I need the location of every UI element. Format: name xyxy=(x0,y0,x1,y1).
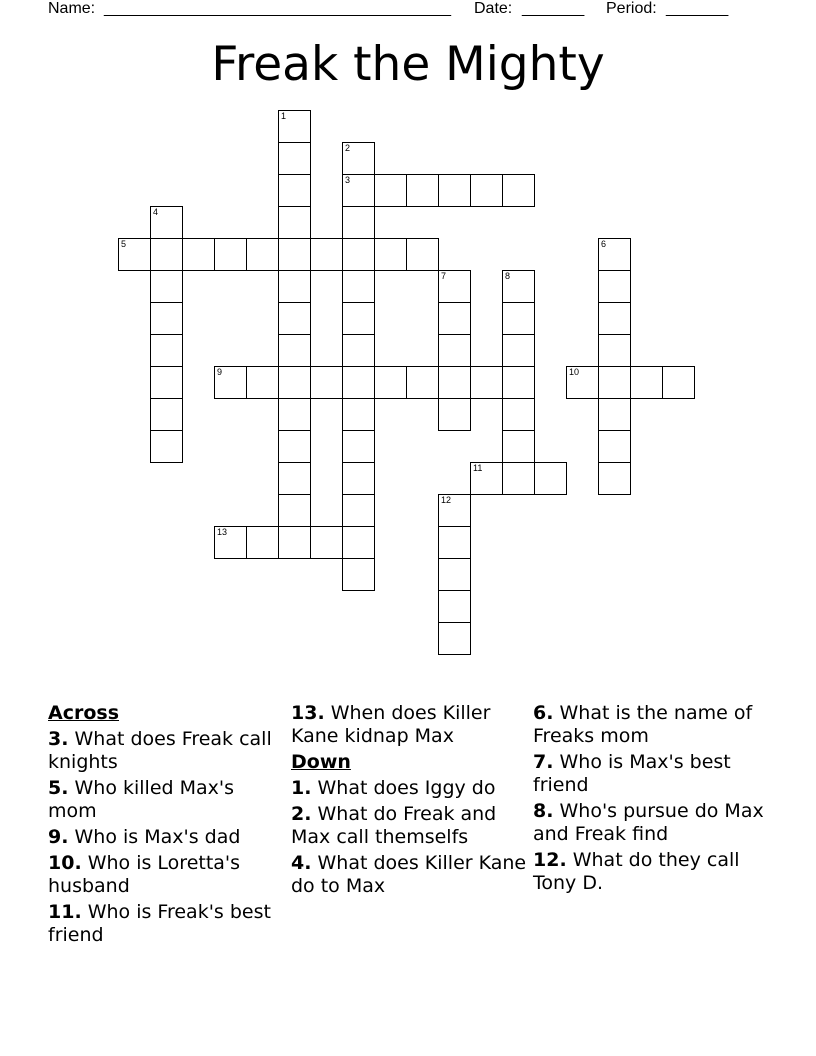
grid-cell[interactable] xyxy=(182,238,215,271)
clue-down-8: 8. Who's pursue do Max and Freak find xyxy=(533,800,764,845)
clue-number: 7 xyxy=(441,271,447,281)
clue-down-6: 6. What is the name of Freaks mom xyxy=(533,702,753,747)
grid-cell[interactable] xyxy=(278,238,311,271)
grid-cell[interactable] xyxy=(406,366,439,399)
grid-cell[interactable] xyxy=(438,334,471,367)
grid-cell[interactable] xyxy=(246,238,279,271)
grid-cell[interactable] xyxy=(374,174,407,207)
grid-cell[interactable] xyxy=(470,174,503,207)
grid-cell[interactable] xyxy=(502,462,535,495)
grid-cell[interactable] xyxy=(278,430,311,463)
grid-cell[interactable] xyxy=(278,462,311,495)
clue-number: 12 xyxy=(441,495,452,505)
grid-cell[interactable] xyxy=(150,206,183,239)
clue-number: 8 xyxy=(505,271,511,281)
grid-cell[interactable] xyxy=(278,142,311,175)
grid-cell[interactable] xyxy=(310,238,343,271)
clue-across-11: 11. Who is Freak's best friend xyxy=(48,901,271,946)
grid-cell[interactable] xyxy=(598,462,631,495)
grid-cell[interactable] xyxy=(150,366,183,399)
grid-cell[interactable] xyxy=(150,430,183,463)
grid-cell[interactable] xyxy=(342,206,375,239)
grid-cell[interactable] xyxy=(342,398,375,431)
grid-cell[interactable] xyxy=(598,398,631,431)
clue-across-9: 9. Who is Max's dad xyxy=(48,826,241,848)
grid-cell[interactable] xyxy=(502,302,535,335)
clue-across-13: 13. When does Killer Kane kidnap Max xyxy=(291,702,491,747)
period-label: Period: xyxy=(606,0,657,17)
grid-cell[interactable] xyxy=(534,462,567,495)
clue-across-5: 5. Who killed Max's mom xyxy=(48,777,235,822)
grid-cell[interactable] xyxy=(310,526,343,559)
grid-cell[interactable] xyxy=(438,270,471,303)
clue-down-7: 7. Who is Max's best friend xyxy=(533,751,731,796)
grid-cell[interactable] xyxy=(374,366,407,399)
grid-cell[interactable] xyxy=(406,238,439,271)
grid-cell[interactable] xyxy=(438,558,471,591)
grid-cell[interactable] xyxy=(598,270,631,303)
period-line[interactable]: _______ xyxy=(666,0,729,17)
clue-number: 9 xyxy=(217,367,223,377)
clue-number: 5 xyxy=(121,239,127,249)
grid-cell[interactable] xyxy=(278,366,311,399)
grid-cell[interactable] xyxy=(598,366,631,399)
grid-cell[interactable] xyxy=(470,462,503,495)
grid-cell[interactable] xyxy=(278,398,311,431)
grid-cell[interactable] xyxy=(374,238,407,271)
grid-cell[interactable] xyxy=(470,366,503,399)
grid-cell[interactable] xyxy=(598,334,631,367)
grid-cell[interactable] xyxy=(502,366,535,399)
name-label: Name: xyxy=(48,0,96,17)
clue-column-3 xyxy=(533,702,773,898)
clue-number: 4 xyxy=(153,207,159,217)
clue-number: 13 xyxy=(217,527,228,537)
grid-cell[interactable] xyxy=(438,174,471,207)
grid-cell[interactable] xyxy=(342,558,375,591)
grid-cell[interactable] xyxy=(342,238,375,271)
grid-cell[interactable] xyxy=(662,366,695,399)
grid-cell[interactable] xyxy=(278,494,311,527)
grid-cell[interactable] xyxy=(278,110,311,143)
clue-down-1: 1. What does Iggy do xyxy=(291,777,496,799)
grid-cell[interactable] xyxy=(502,430,535,463)
clue-number: 6 xyxy=(601,239,607,249)
clue-column-1 xyxy=(48,702,284,950)
puzzle-title: Freak the Mighty xyxy=(211,37,605,92)
grid-cell[interactable] xyxy=(342,270,375,303)
clue-down-2: 2. What do Freak and Max call themselfs xyxy=(291,803,497,848)
grid-cell[interactable] xyxy=(278,526,311,559)
clue-down-12: 12. What do they call Tony D. xyxy=(533,849,740,894)
grid-cell[interactable] xyxy=(342,366,375,399)
grid-cell[interactable] xyxy=(342,462,375,495)
grid-cell[interactable] xyxy=(438,590,471,623)
grid-cell[interactable] xyxy=(214,526,247,559)
down-heading: Down xyxy=(291,751,351,773)
grid-cell[interactable] xyxy=(438,302,471,335)
date-label: Date: xyxy=(474,0,513,17)
grid-cell[interactable] xyxy=(278,206,311,239)
grid-cell[interactable] xyxy=(502,398,535,431)
grid-cell[interactable] xyxy=(310,366,343,399)
clue-number: 11 xyxy=(473,463,483,473)
grid-cell[interactable] xyxy=(502,334,535,367)
grid-cell[interactable] xyxy=(278,174,311,207)
grid-cell[interactable] xyxy=(598,238,631,271)
grid-cell[interactable] xyxy=(278,270,311,303)
grid-cell[interactable] xyxy=(246,366,279,399)
grid-cell[interactable] xyxy=(502,174,535,207)
grid-cell[interactable] xyxy=(342,142,375,175)
grid-cell[interactable] xyxy=(118,238,151,271)
grid-cell[interactable] xyxy=(438,622,471,655)
grid-cell[interactable] xyxy=(150,270,183,303)
grid-cell[interactable] xyxy=(342,334,375,367)
grid-cell[interactable] xyxy=(598,430,631,463)
grid-cell[interactable] xyxy=(246,526,279,559)
grid-cell[interactable] xyxy=(150,238,183,271)
grid-cell[interactable] xyxy=(406,174,439,207)
grid-cell[interactable] xyxy=(150,334,183,367)
grid-cell[interactable] xyxy=(342,430,375,463)
grid-cell[interactable] xyxy=(150,398,183,431)
across-heading: Across xyxy=(48,702,120,724)
grid-cell[interactable] xyxy=(342,494,375,527)
grid-cell[interactable] xyxy=(630,366,663,399)
grid-cell[interactable] xyxy=(342,302,375,335)
grid-cell[interactable] xyxy=(150,302,183,335)
grid-cell[interactable] xyxy=(566,366,599,399)
grid-cell[interactable] xyxy=(502,270,535,303)
clue-number: 3 xyxy=(345,175,351,185)
clue-across-10: 10. Who is Loretta's husband xyxy=(48,852,241,897)
name-line[interactable]: _______________________________________ xyxy=(104,0,452,17)
clue-number: 1 xyxy=(281,111,287,121)
grid-cell[interactable] xyxy=(438,398,471,431)
grid-cell[interactable] xyxy=(214,366,247,399)
clue-number: 2 xyxy=(345,143,351,153)
grid-cell[interactable] xyxy=(278,334,311,367)
clue-down-4: 4. What does Killer Kane do to Max xyxy=(291,852,527,897)
grid-cell[interactable] xyxy=(438,526,471,559)
grid-cell[interactable] xyxy=(278,302,311,335)
clue-number: 10 xyxy=(569,367,580,377)
grid-cell[interactable] xyxy=(438,494,471,527)
grid-cell[interactable] xyxy=(342,526,375,559)
date-line[interactable]: _______ xyxy=(522,0,585,17)
grid-cell[interactable] xyxy=(598,302,631,335)
clue-across-3: 3. What does Freak call knights xyxy=(48,728,272,773)
grid-cell[interactable] xyxy=(342,174,375,207)
grid-cell[interactable] xyxy=(214,238,247,271)
clue-column-2 xyxy=(291,702,527,901)
grid-cell[interactable] xyxy=(438,366,471,399)
